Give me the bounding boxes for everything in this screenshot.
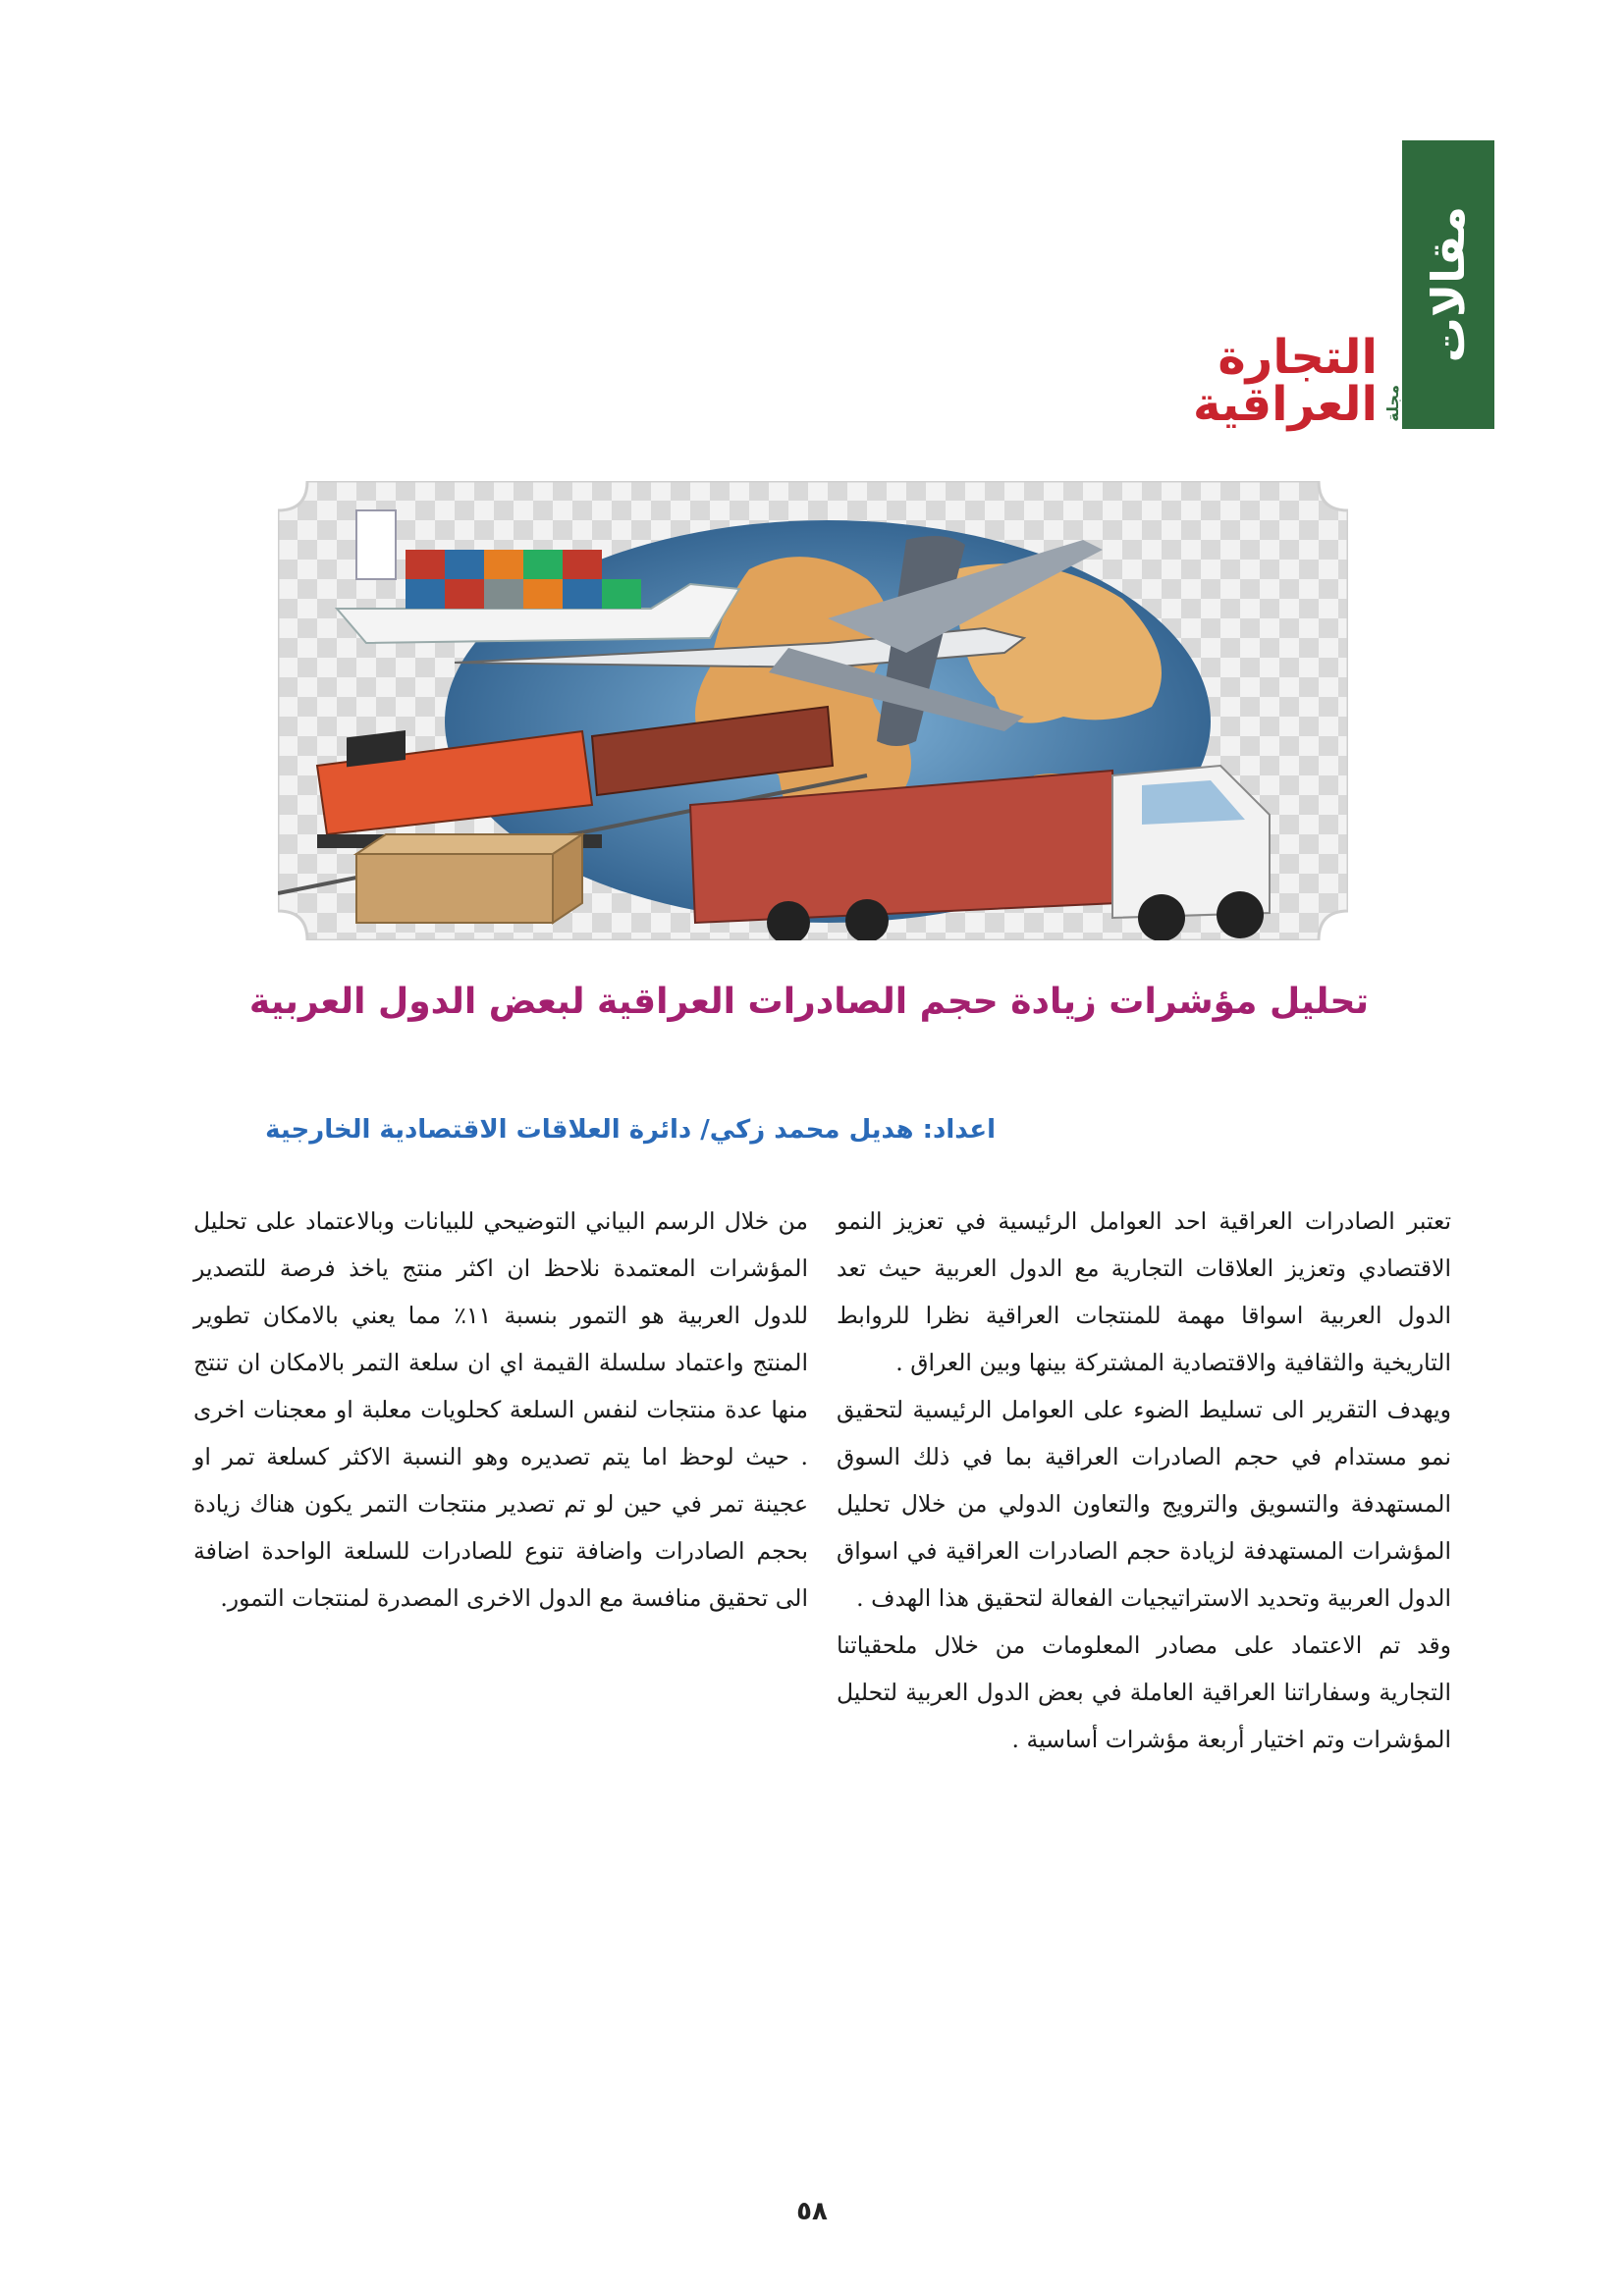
right-column bbox=[837, 1198, 1451, 1763]
byline bbox=[265, 1115, 996, 1145]
paragraph: من خلال الرسم البياني التوضيحي للبيانات وبالاعتماد على تحليل المؤشرات المعتمدة نلاحظ ان اكثر منتج ياخذ فرصة للتصدير للدول العربية هو التمور بنسبة ١١٪ مما يعني بالامكان تطوير المنتج واعتماد سلسلة القيمة اي ان سلعة التمر بالامكان ان تنتج منها عدة منتجات لنفس السلعة كحلويات معلبة او معجنات اخرى . حيث لوحظ اما يتم تصديره وهو النسبة الاكثر كسلعة تمر او عجينة تمر في حين لو تم تصدير منتجات التمر يكون هناك زيادة بحجم الصادرات واضافة تنوع للصادرات للسلعة الواحدة اضافة الى تحقيق منافسة مع الدول الاخرى المصدرة لمنتجات التمور. bbox=[193, 1207, 808, 1612]
magazine-small-label: مجلة bbox=[1383, 385, 1402, 422]
paragraph: تعتبر الصادرات العراقية احد العوامل الرئيسية في تعزيز النمو الاقتصادي وتعزيز العلاقات التجارية مع الدول العربية حيث تعد الدول العربية اسواقا مهمة للمنتجات العراقية نظرا للروابط التاريخية والثقافية والاقتصادية المشتركة بينها وبين العراق . bbox=[837, 1207, 1451, 1376]
paragraph: ويهدف التقرير الى تسليط الضوء على العوامل الرئيسية لتحقيق نمو مستدام في حجم الصادرات العراقية بما في ذلك السوق المستهدفة والتسويق والترويج والتعاون الدولي من خلال تحليل المؤشرات المستهدفة لزيادة حجم الصادرات العراقية في اسواق الدول العربية وتحديد الاستراتيجيات الفعالة لتحقيق هذا الهدف . bbox=[837, 1396, 1451, 1612]
left-column bbox=[193, 1198, 808, 1622]
hero-image bbox=[278, 481, 1348, 940]
magazine-logo bbox=[1068, 330, 1402, 432]
byline-author: هديل محمد زكي/ دائرة العلاقات الاقتصادية الخارجية bbox=[265, 1115, 914, 1145]
section-tab bbox=[1402, 140, 1494, 429]
magazine-name: التجارة العراقية bbox=[1192, 330, 1378, 432]
article-title: تحليل مؤشرات زيادة حجم الصادرات العراقية لبعض الدول العربية bbox=[248, 982, 1369, 1022]
byline-label: اعداد: bbox=[922, 1115, 996, 1145]
paragraph: وقد تم الاعتماد على مصادر المعلومات من خلال ملحقياتنا التجارية وسفاراتنا العراقية العاملة في بعض الدول العربية لتحليل المؤشرات وتم اختيار أربعة مؤشرات أساسية . bbox=[837, 1631, 1451, 1753]
page-number: ٥٨ bbox=[796, 2197, 828, 2226]
section-tab-label: مقالات bbox=[1422, 206, 1475, 363]
cardboard-box-icon bbox=[356, 834, 582, 923]
